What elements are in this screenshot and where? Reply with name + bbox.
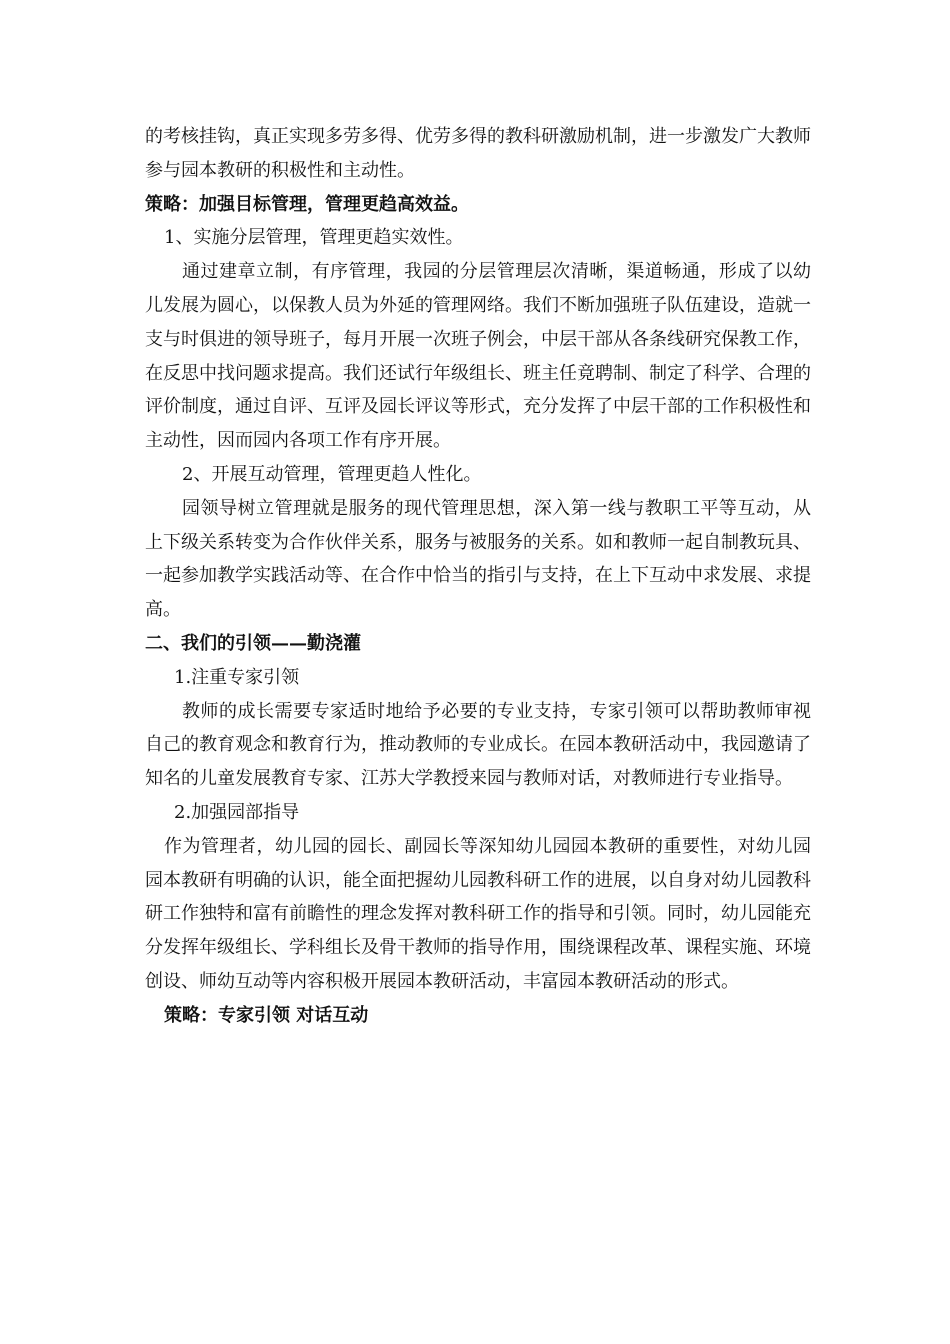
subheading-interactive-management: 2、开展互动管理，管理更趋人性化。 — [182, 463, 482, 485]
paragraph-campus-guidance: 作为管理者，幼儿园的园长、副园长等深知幼儿园园本教研的重要性，对幼儿园园本教研有明确的认识，能全面把握幼儿园教科研工作的进展，以自身对幼儿园教科研工作独特和富有前瞻性的理念发挥对教科研工作的指导和引领。同时，幼儿园能充分发挥年级组长、学科组长及骨干教师的指导作用，围绕课程改革、课程实施、环境创设、师幼互动等内容积极开展园本教研活动，丰富园本教研活动的形式。 — [145, 835, 811, 992]
paragraph-layered-management: 通过建章立制，有序管理，我园的分层管理层次清晰，渠道畅通，形成了以幼儿发展为圆心，以保教人员为外延的管理网络。我们不断加强班子队伍建设，造就一支与时俱进的领导班子，每月开展一次班子例会，中层干部从各条线研究保教工作，在反思中找问题求提高。我们还试行年级组长、班主任竟聘制、制定了科学、合理的评价制度，通过自评、互评及园长评议等形式，充分发挥了中层干部的工作积极性和主动性，因而园内各项工作有序开展。 — [145, 261, 811, 452]
subheading-campus-guidance: 2.加强园部指导 — [174, 801, 300, 823]
strategy-heading-1: 策略：加强目标管理，管理更趋高效益。 — [145, 193, 469, 215]
paragraph-expert-guidance: 教师的成长需要专家适时地给予必要的专业支持，专家引领可以帮助教师审视自己的教育观念和教育行为，推动教师的专业成长。在园本教研活动中，我园邀请了知名的儿童发展教育专家、江苏大学教授来园与教师对话，对教师进行专业指导。 — [145, 700, 811, 790]
section-heading-guidance: 二、我们的引领——勤浇灌 — [145, 632, 361, 654]
paragraph-1: 的考核挂钩，真正实现多劳多得、优劳多得的教科研激励机制，进一步激发广大教师参与园本教研的积极性和主动性。 — [145, 126, 811, 181]
strategy-heading-2: 策略：专家引领 对话互动 — [164, 1004, 369, 1026]
paragraph-interactive-management: 园领导树立管理就是服务的现代管理思想，深入第一线与教职工平等互动，从上下级关系转变为合作伙伴关系，服务与被服务的关系。如和教师一起自制教玩具、一起参加教学实践活动等、在合作中恰当的指引与支持，在上下互动中求发展、求提高。 — [145, 497, 811, 621]
subheading-layered-management: 1、实施分层管理，管理更趋实效性。 — [164, 227, 464, 249]
document-body — [145, 120, 811, 1033]
subheading-expert-guidance: 1.注重专家引领 — [174, 666, 300, 688]
